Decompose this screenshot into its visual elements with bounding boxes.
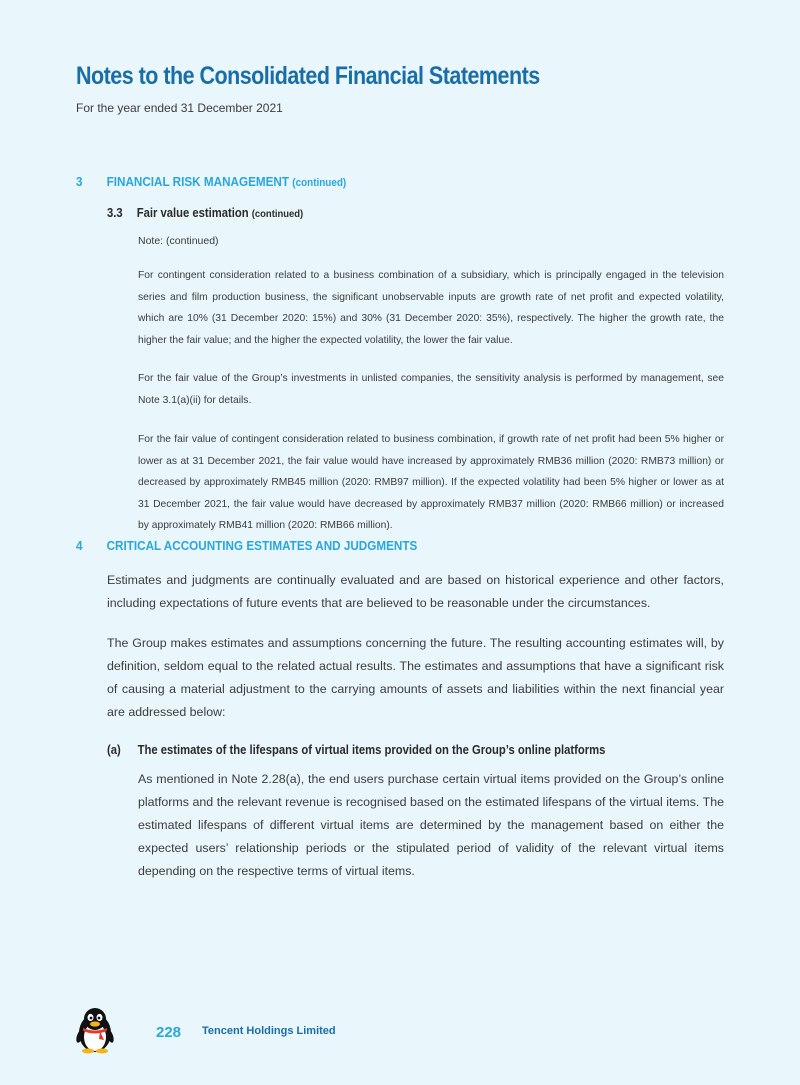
fair-value-paragraph-1: For contingent consideration related to a business combination of a subsidiary, which is principally engaged in the television series and film production business, the significant unobservable inputs are growth rate of net profit and expected volatility, which are 10% (31 December 2020: 15%) and 30% (31 December 2020: 35%), respectively. The higher the growth rate, the higher the fair value; and the higher the expected volatility, the lower the fair value.	[138, 270, 724, 346]
item-a-heading	[107, 743, 605, 757]
estimates-paragraph-2: The Group makes estimates and assumptions concerning the future. The resulting accounting estimates will, by definition, seldom equal to the related actual results. The estimates and assumptions that have a significant risk of causing a material adjustment to the carrying amounts of assets and liabilities within the next financial year are addressed below:	[107, 636, 724, 719]
subsection-number: 3.3	[107, 206, 123, 220]
section-4-number: 4	[76, 538, 83, 553]
item-a-paragraph: As mentioned in Note 2.28(a), the end users purchase certain virtual items provided on the Group’s online platforms and the relevant revenue is recognised based on the estimated lifespans of the virtual items. The estimated lifespans of different virtual items are determined by the management based on either the expected users’ relationship periods or the stipulated period of validity of the relevant virtual items depending on the respective terms of virtual items.	[138, 772, 724, 878]
note-label: Note: (continued)	[138, 235, 219, 247]
section-3-heading	[76, 174, 346, 189]
section-3-number: 3	[76, 174, 83, 189]
item-a-title: The estimates of the lifespans of virtual items provided on the Group’s online platforms	[137, 743, 606, 757]
subsection-continued: (continued)	[251, 208, 304, 220]
fair-value-paragraph-3: For the fair value of contingent consideration related to business combination, if growth rate of net profit had been 5% higher or lower as at 31 December 2021, the fair value would have increased by approximately RMB36 million (2020: RMB73 million) or decreased by approximately RMB45 million (2020: RMB97 million). If the expected volatility had been 5% higher or lower as at 31 December 2021, the fair value would have decreased by approximately RMB37 million (2020: RMB66 million) or increased by approximately RMB41 million (2020: RMB66 million).	[138, 434, 724, 531]
section-3-title: FINANCIAL RISK MANAGEMENT	[106, 174, 290, 189]
page-footer	[74, 1006, 394, 1056]
penguin-icon	[74, 1006, 116, 1054]
company-name: Tencent Holdings Limited	[202, 1025, 336, 1037]
section-3-continued: (continued)	[292, 177, 347, 189]
page-subtitle: For the year ended 31 December 2021	[76, 101, 283, 115]
subsection-3-3-heading	[107, 206, 303, 220]
subsection-title: Fair value estimation	[136, 206, 249, 220]
estimates-paragraph-1: Estimates and judgments are continually evaluated and are based on historical experience and other factors, including expectations of future events that are believed to be reasonable under the circumstances.	[107, 573, 724, 610]
item-a-label: (a)	[107, 743, 121, 757]
section-4-heading	[76, 538, 417, 553]
page-title: Notes to the Consolidated Financial Statements	[76, 62, 540, 90]
fair-value-paragraph-2: For the fair value of the Group’s investments in unlisted companies, the sensitivity analysis is performed by management, see Note 3.1(a)(ii) for details.	[138, 373, 724, 406]
section-4-title: CRITICAL ACCOUNTING ESTIMATES AND JUDGMENTS	[106, 538, 418, 553]
page-number: 228	[156, 1024, 182, 1041]
